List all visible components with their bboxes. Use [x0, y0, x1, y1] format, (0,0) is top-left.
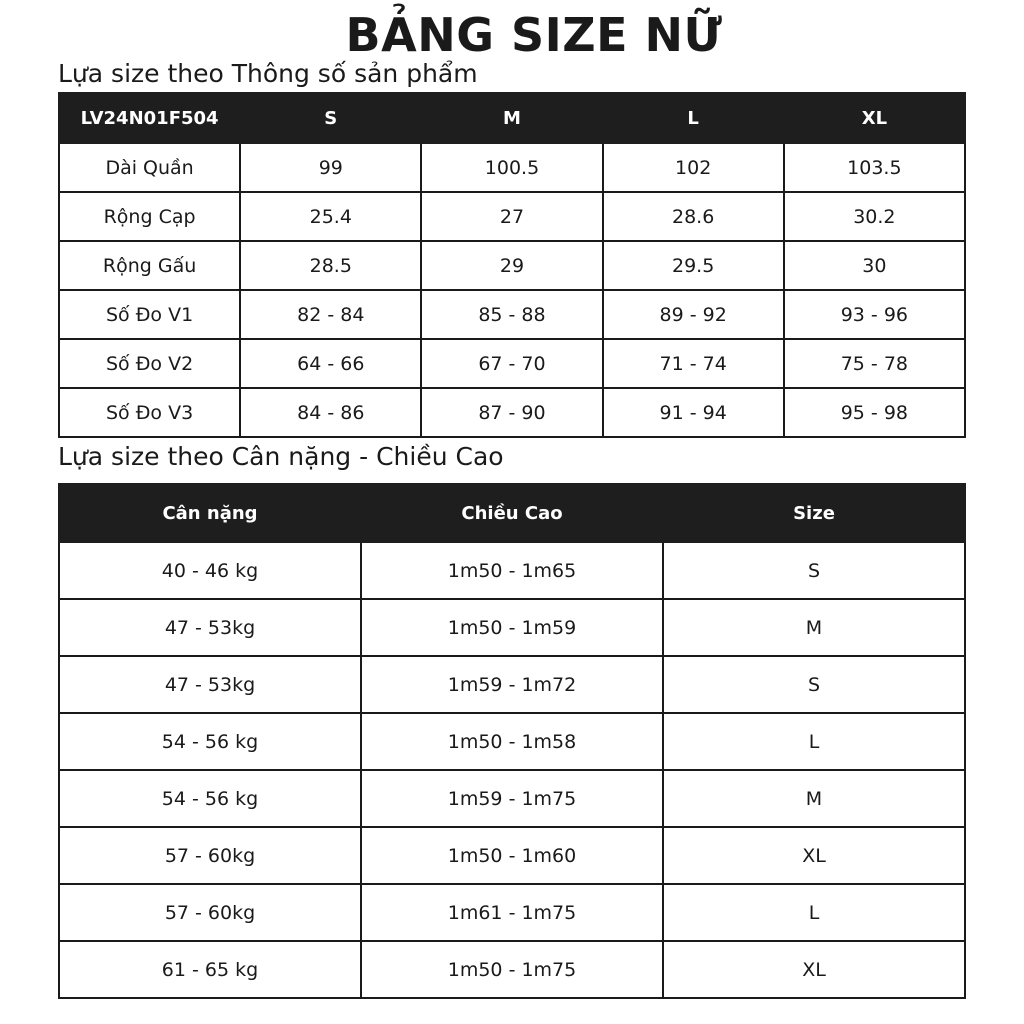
table-row — [59, 713, 965, 770]
table-cell: 57 - 60kg — [59, 827, 361, 884]
table-cell: L — [663, 713, 965, 770]
table-cell: 95 - 98 — [784, 388, 965, 437]
table-cell: Rộng Cạp — [59, 192, 240, 241]
table-cell: Số Đo V2 — [59, 339, 240, 388]
table-row — [59, 941, 965, 998]
header-cell: Size — [663, 484, 965, 542]
table-cell: 1m59 - 1m75 — [361, 770, 663, 827]
table-cell: 40 - 46 kg — [59, 542, 361, 599]
table-header-row — [59, 93, 965, 143]
table-cell: 67 - 70 — [421, 339, 602, 388]
table-row — [59, 143, 965, 192]
table-cell: M — [663, 599, 965, 656]
table-cell: 64 - 66 — [240, 339, 421, 388]
table-cell: 89 - 92 — [603, 290, 784, 339]
header-cell: Chiều Cao — [361, 484, 663, 542]
table-row — [59, 770, 965, 827]
table-cell: 30 — [784, 241, 965, 290]
header-cell: M — [421, 93, 602, 143]
table-cell: 99 — [240, 143, 421, 192]
table-cell: 1m50 - 1m65 — [361, 542, 663, 599]
product-spec-table — [58, 92, 966, 438]
table-row — [59, 884, 965, 941]
table-cell: 1m59 - 1m72 — [361, 656, 663, 713]
header-cell: S — [240, 93, 421, 143]
table-cell: 30.2 — [784, 192, 965, 241]
table-header-row — [59, 484, 965, 542]
table-cell: 28.5 — [240, 241, 421, 290]
header-cell: XL — [784, 93, 965, 143]
table-row — [59, 599, 965, 656]
table-cell: 84 - 86 — [240, 388, 421, 437]
table-cell: 1m50 - 1m75 — [361, 941, 663, 998]
table-cell: 85 - 88 — [421, 290, 602, 339]
table-cell: Dài Quần — [59, 143, 240, 192]
table-cell: S — [663, 542, 965, 599]
table-cell: XL — [663, 827, 965, 884]
table-cell: L — [663, 884, 965, 941]
table-cell: 29 — [421, 241, 602, 290]
table-cell: 47 - 53kg — [59, 656, 361, 713]
page-title: BẢNG SIZE NỮ — [345, 8, 723, 62]
table-cell: 1m50 - 1m60 — [361, 827, 663, 884]
table-cell: 71 - 74 — [603, 339, 784, 388]
table-row — [59, 542, 965, 599]
table-row — [59, 656, 965, 713]
table-cell: M — [663, 770, 965, 827]
table-cell: 57 - 60kg — [59, 884, 361, 941]
table-cell: 1m61 - 1m75 — [361, 884, 663, 941]
table-row — [59, 827, 965, 884]
table-cell: 54 - 56 kg — [59, 770, 361, 827]
weight-height-section-title: Lựa size theo Cân nặng - Chiều Cao — [58, 442, 504, 471]
table-cell: 25.4 — [240, 192, 421, 241]
header-cell: Cân nặng — [59, 484, 361, 542]
table-cell: 28.6 — [603, 192, 784, 241]
table-row — [59, 290, 965, 339]
header-cell: L — [603, 93, 784, 143]
table-row — [59, 192, 965, 241]
table-cell: 82 - 84 — [240, 290, 421, 339]
table-cell: 100.5 — [421, 143, 602, 192]
table-row — [59, 339, 965, 388]
table-cell: 54 - 56 kg — [59, 713, 361, 770]
table-cell: Rộng Gấu — [59, 241, 240, 290]
table-cell: Số Đo V1 — [59, 290, 240, 339]
table-cell: 27 — [421, 192, 602, 241]
table-cell: 1m50 - 1m59 — [361, 599, 663, 656]
header-cell: LV24N01F504 — [59, 93, 240, 143]
table-cell: 91 - 94 — [603, 388, 784, 437]
table-cell: 103.5 — [784, 143, 965, 192]
table-cell: 75 - 78 — [784, 339, 965, 388]
table-row — [59, 388, 965, 437]
table-cell: S — [663, 656, 965, 713]
table-cell: 87 - 90 — [421, 388, 602, 437]
table-row — [59, 241, 965, 290]
table-cell: XL — [663, 941, 965, 998]
table-cell: 1m50 - 1m58 — [361, 713, 663, 770]
weight-height-table — [58, 483, 966, 999]
product-spec-section-title: Lựa size theo Thông số sản phẩm — [58, 59, 478, 88]
table-cell: 47 - 53kg — [59, 599, 361, 656]
table-cell: 102 — [603, 143, 784, 192]
table-cell: Số Đo V3 — [59, 388, 240, 437]
table-cell: 61 - 65 kg — [59, 941, 361, 998]
table-cell: 29.5 — [603, 241, 784, 290]
table-cell: 93 - 96 — [784, 290, 965, 339]
